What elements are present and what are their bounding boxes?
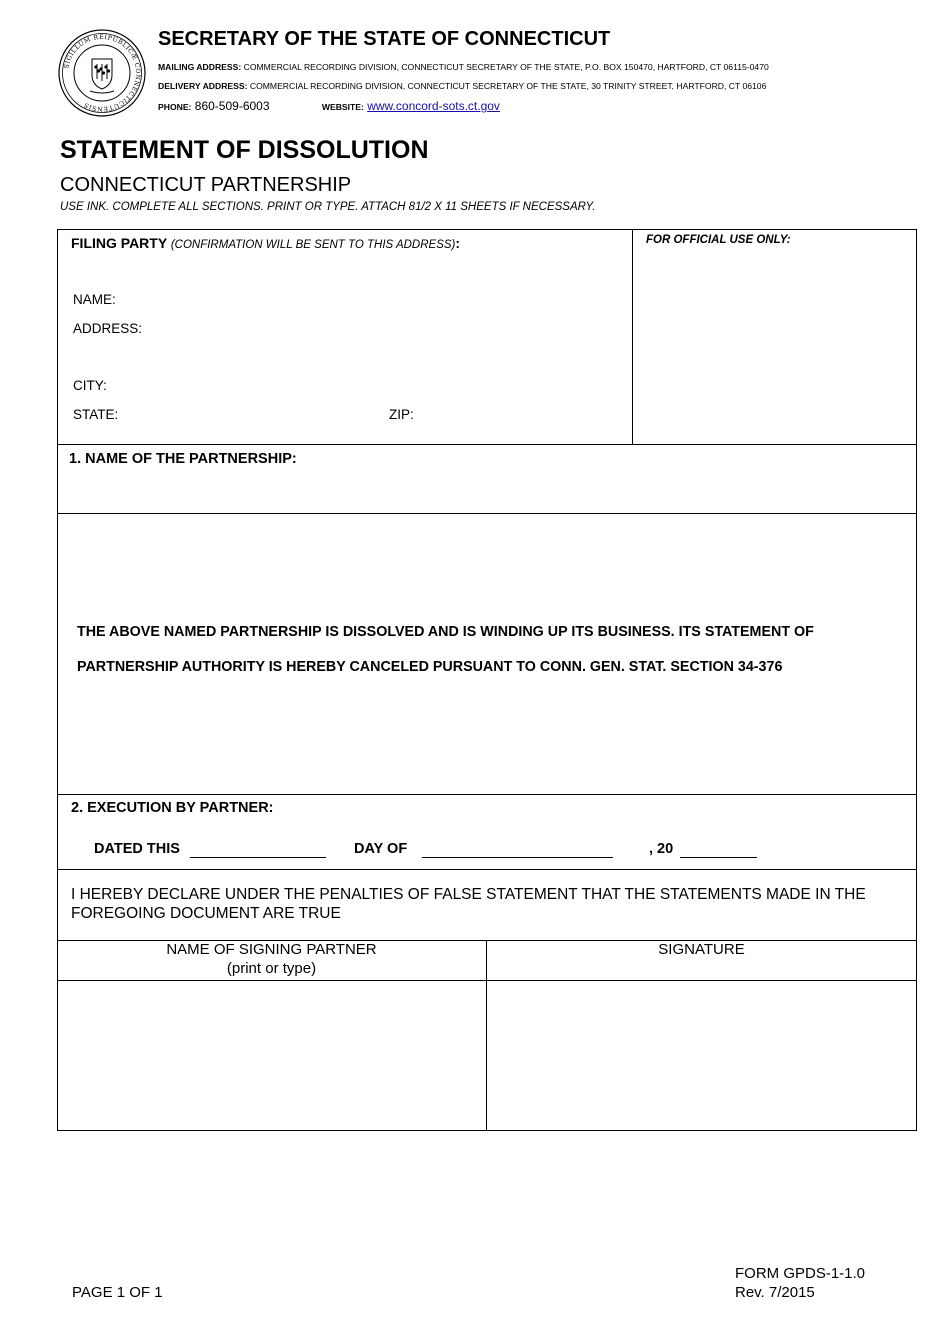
address-label: ADDRESS: bbox=[73, 321, 143, 336]
contact-row bbox=[158, 99, 500, 113]
divider-section2 bbox=[57, 869, 917, 870]
mailing-address-value: COMMERCIAL RECORDING DIVISION, CONNECTICUT SECRETARY OF THE STATE, P.O. BOX 150470, HARTFORD, CT 06115-0470 bbox=[243, 62, 769, 72]
form-instructions: USE INK. COMPLETE ALL SECTIONS. PRINT OR TYPE. ATTACH 81/2 X 11 SHEETS IF NECESSARY. bbox=[60, 201, 596, 213]
filing-party-colon: : bbox=[455, 235, 461, 251]
mailing-address bbox=[158, 62, 769, 72]
filing-party-note: (CONFIRMATION WILL BE SENT TO THIS ADDRESS) bbox=[170, 239, 456, 251]
form-id: FORM GPDS-1-1.0 bbox=[735, 1265, 866, 1282]
signature-header: SIGNATURE bbox=[658, 941, 745, 958]
mailing-address-label: MAILING ADDRESS: bbox=[158, 62, 242, 72]
official-use-label: FOR OFFICIAL USE ONLY: bbox=[646, 234, 791, 246]
delivery-address-value: COMMERCIAL RECORDING DIVISION, CONNECTICUT SECRETARY OF THE STATE, 30 TRINITY STREET, HARTFORD, CT 06106 bbox=[249, 81, 767, 91]
website-label: WEBSITE: bbox=[321, 102, 364, 112]
state-seal-icon bbox=[58, 29, 146, 117]
website-link[interactable]: www.concord-sots.ct.gov bbox=[367, 99, 500, 113]
phone-value: 860-509-6003 bbox=[194, 99, 270, 113]
statement-line-1: THE ABOVE NAMED PARTNERSHIP IS DISSOLVED AND IS WINDING UP ITS BUSINESS. ITS STATEMENT OF bbox=[77, 624, 814, 640]
state-label: STATE: bbox=[73, 407, 119, 422]
city-label: CITY: bbox=[73, 378, 107, 393]
signing-partner-subtitle: (print or type) bbox=[226, 960, 317, 977]
year-field[interactable] bbox=[680, 843, 757, 858]
delivery-address bbox=[158, 81, 766, 91]
year-prefix-label: , 20 bbox=[649, 841, 674, 857]
form-subtitle: CONNECTICUT PARTNERSHIP bbox=[60, 174, 352, 196]
phone-label: PHONE: bbox=[158, 102, 192, 112]
name-label: NAME: bbox=[73, 292, 116, 307]
signing-partner-header bbox=[57, 940, 486, 978]
agency-name: SECRETARY OF THE STATE OF CONNECTICUT bbox=[158, 28, 611, 50]
signing-partner-name-field[interactable] bbox=[58, 981, 485, 1130]
divider-section1 bbox=[57, 513, 917, 514]
dated-day-field[interactable] bbox=[190, 843, 326, 858]
month-field[interactable] bbox=[422, 843, 613, 858]
day-of-label: DAY OF bbox=[354, 841, 408, 857]
section2-heading: 2. EXECUTION BY PARTNER: bbox=[71, 800, 274, 816]
official-use-divider bbox=[632, 229, 633, 445]
form-title: STATEMENT OF DISSOLUTION bbox=[60, 136, 429, 164]
filing-party-heading bbox=[71, 235, 460, 251]
section1-heading: 1. NAME OF THE PARTNERSHIP: bbox=[69, 451, 297, 467]
zip-label: ZIP: bbox=[389, 407, 414, 422]
signature-field[interactable] bbox=[487, 981, 916, 1130]
dated-this-label: DATED THIS bbox=[94, 841, 180, 857]
filing-party-title: FILING PARTY bbox=[71, 235, 167, 251]
delivery-address-label: DELIVERY ADDRESS: bbox=[158, 81, 248, 91]
statement-line-2: PARTNERSHIP AUTHORITY IS HEREBY CANCELED PURSUANT TO CONN. GEN. STAT. SECTION 34-376 bbox=[77, 659, 783, 675]
signing-partner-title: NAME OF SIGNING PARTNER bbox=[166, 941, 377, 958]
seal-text: SIGILLUM REIPUBLICÆ CONNECTICUTENSIS bbox=[63, 33, 142, 113]
declaration-text: I HEREBY DECLARE UNDER THE PENALTIES OF FALSE STATEMENT THAT THE STATEMENTS MADE IN THE FOREGOING DOCUMENT ARE TRUE bbox=[71, 886, 866, 922]
page-number: PAGE 1 OF 1 bbox=[72, 1284, 163, 1301]
form-revision: Rev. 7/2015 bbox=[735, 1284, 815, 1301]
divider-statement bbox=[57, 794, 917, 795]
divider-filing bbox=[57, 444, 917, 445]
